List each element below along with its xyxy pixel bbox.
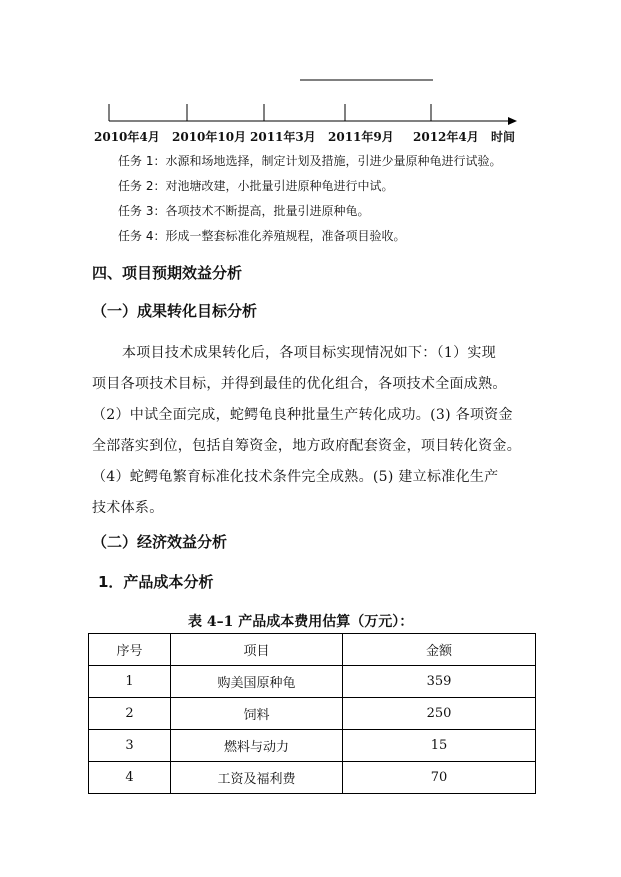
table-cell: 1 [89, 666, 171, 698]
timeline-arrow-icon [508, 117, 517, 125]
timeline-date: 2010年10月 [172, 130, 247, 144]
table-row [89, 730, 536, 762]
subsection-heading: （一）成果转化目标分析 [92, 302, 258, 320]
table-cell: 工资及福利费 [171, 762, 343, 794]
paragraph-line: 项目各项技术目标，并得到最佳的优化组合，各项技术全面成熟。 [92, 376, 507, 392]
timeline-date: 2011年3月 [250, 130, 316, 144]
table-row [89, 666, 536, 698]
table-row [89, 762, 536, 794]
table-cell: 饲料 [171, 698, 343, 730]
table-cell: 70 [343, 762, 536, 794]
paragraph-line: （2）中试全面完成，蛇鳄龟良种批量生产转化成功。(3) 各项资金 [92, 407, 513, 423]
table-caption: 表 4–1 产品成本费用估算（万元）： [188, 614, 414, 630]
table-cell: 2 [89, 698, 171, 730]
paragraph-line: （4）蛇鳄龟繁育标准化技术条件完全成熟。(5) 建立标准化生产 [92, 469, 499, 485]
table-cell: 购美国原种龟 [171, 666, 343, 698]
paragraph-line: 全部落实到位，包括自筹资金，地方政府配套资金，项目转化资金。 [92, 438, 521, 454]
table-cell: 359 [343, 666, 536, 698]
section-heading: 四、项目预期效益分析 [92, 264, 243, 282]
paragraph-line: 技术体系。 [92, 500, 164, 516]
subsection-heading: 1．产品成本分析 [98, 573, 214, 591]
table-cell: 15 [343, 730, 536, 762]
table-cell: 4 [89, 762, 171, 794]
table-row [89, 698, 536, 730]
timeline-date: 2011年9月 [328, 130, 394, 144]
table-header-cell: 序号 [89, 634, 171, 666]
table-cell: 3 [89, 730, 171, 762]
table-header-row [89, 634, 536, 666]
cost-table [88, 633, 536, 794]
task-item: 任务 4：形成一整套标准化养殖规程，准备项目验收。 [118, 229, 406, 243]
task-item: 任务 3：各项技术不断提高，批量引进原种龟。 [118, 204, 370, 218]
table-cell: 燃料与动力 [171, 730, 343, 762]
paragraph-line: 本项目技术成果转化后，各项目标实现情况如下：（1）实现 [122, 345, 497, 361]
table-header-cell: 金额 [343, 634, 536, 666]
task-item: 任务 2：对池塘改建，小批量引进原种龟进行中试。 [118, 179, 394, 193]
timeline-axis-label: 时间 [491, 130, 516, 144]
subsection-heading: （二）经济效益分析 [92, 533, 228, 551]
task-item: 任务 1：水源和场地选择，制定计划及措施，引进少量原种龟进行试验。 [118, 154, 502, 168]
table-header-cell: 项目 [171, 634, 343, 666]
timeline-date: 2010年4月 [94, 130, 160, 144]
table-cell: 250 [343, 698, 536, 730]
timeline-date: 2012年4月 [413, 130, 479, 144]
